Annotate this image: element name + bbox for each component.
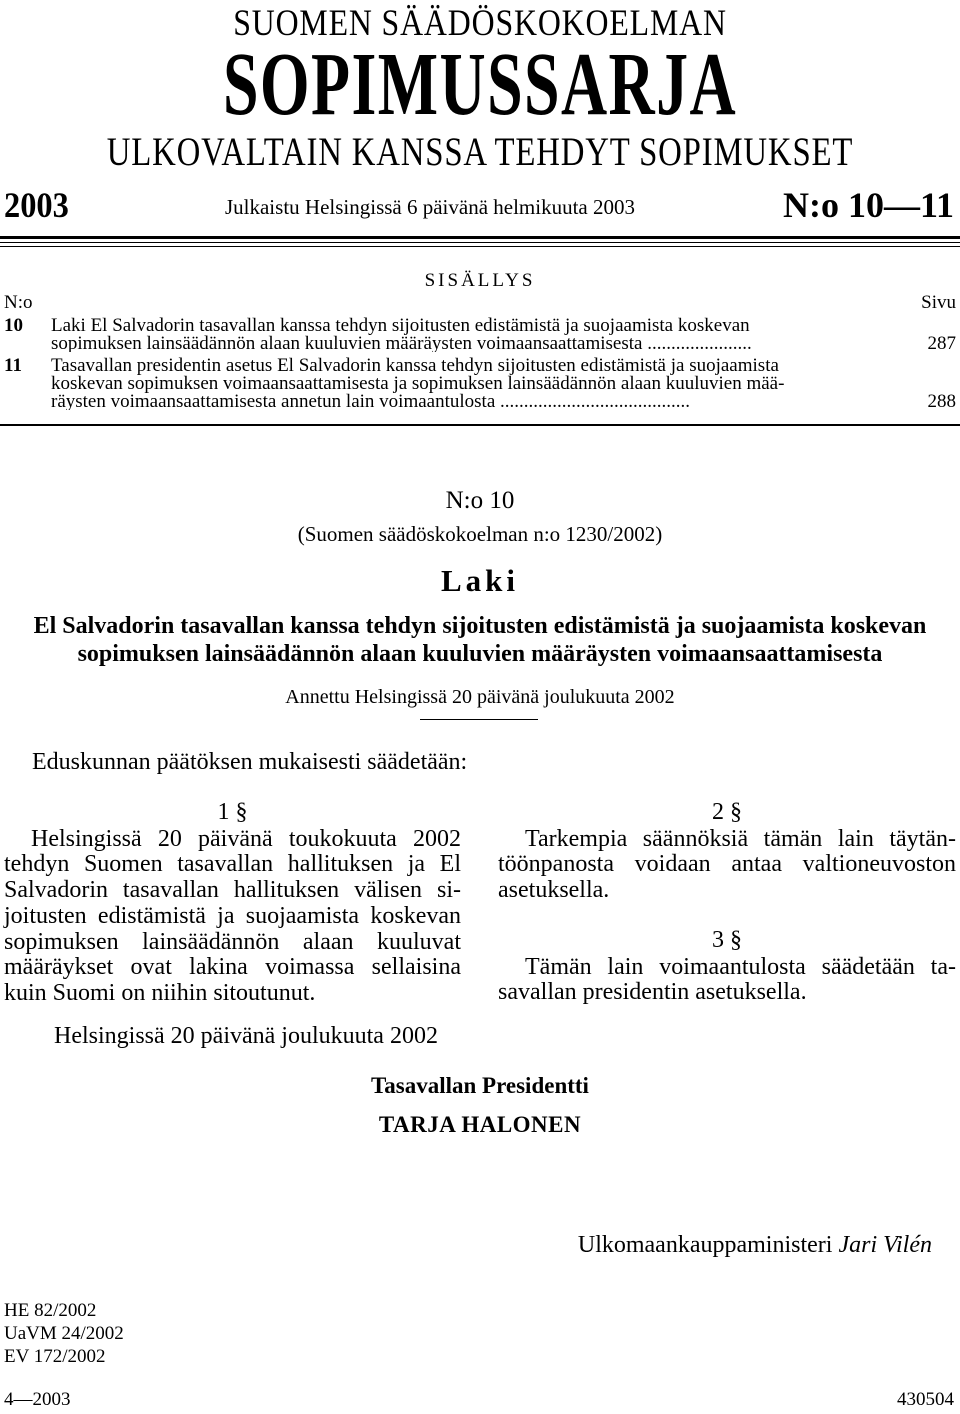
- masthead-rule-thick: [0, 236, 960, 239]
- section-2: [498, 800, 956, 904]
- reference-item: HE 82/2002: [4, 1300, 97, 1321]
- short-divider: [420, 719, 538, 720]
- law-type-heading: Laki: [440, 563, 520, 598]
- masthead-rule-thin-1: [0, 242, 960, 243]
- contents-entry-number: 11: [4, 355, 22, 376]
- contents-entry-line: Tasavallan presidentin asetus El Salvadorin kanssa tehdyn sijoitusten edistämistä ja suojaamista: [51, 355, 779, 376]
- section-heading: 2 §: [712, 799, 742, 825]
- section-line: Salvadorin tasavallan hallituksen välisen si-: [4, 877, 461, 904]
- signer-name: TARJA HALONEN: [378, 1112, 582, 1137]
- minister-name: Jari Vilén: [838, 1232, 932, 1258]
- reference-item: EV 172/2002: [4, 1346, 106, 1367]
- masthead-collection-name: SUOMEN SÄÄDÖSKOKOELMAN: [233, 3, 727, 44]
- contents-bottom-rule: [0, 424, 960, 426]
- section-line: Tämän lain voimaantulosta säädetään ta-: [525, 953, 956, 980]
- contents-entry[interactable]: [4, 317, 956, 353]
- masthead-subtitle: ULKOVALTAIN KANSSA TEHDYT SOPIMUKSET: [106, 129, 854, 174]
- signing-place-date: Helsingissä 20 päivänä joulukuuta 2002: [54, 1023, 438, 1049]
- document-references: [4, 1299, 124, 1368]
- contents-entry-line: Laki El Salvadorin tasavallan kanssa tehdyn sijoitusten edistämistä ja suojaamista koskevan: [51, 315, 750, 336]
- contents-entry-line: sopimuksen lainsäädännön alaan kuuluvien määräysten voimaansaattamisesta ......................: [51, 335, 752, 352]
- footer-issue: 4—2003: [4, 1389, 71, 1410]
- given-date: Annettu Helsingissä 20 päivänä joulukuuta 2002: [285, 686, 675, 708]
- section-line: tehdyn Suomen tasavallan hallituksen ja El: [4, 851, 461, 878]
- contents-entry-line: koskevan sopimuksen voimaansaattamisesta ja sopimuksen lainsäädännön alaan kuuluvien mää-: [51, 373, 785, 394]
- section-line: asetuksella.: [498, 877, 610, 904]
- contents-column-no: N:o: [4, 292, 33, 313]
- contents-column-page: Sivu: [921, 292, 956, 313]
- law-number: N:o 10: [445, 487, 515, 514]
- section-line: savallan presidentin asetuksella.: [498, 979, 807, 1006]
- section-heading: 3 §: [712, 927, 742, 953]
- contents-heading: SISÄLLYS: [424, 270, 536, 291]
- preamble: Eduskunnan päätöksen mukaisesti säädetään:: [32, 749, 468, 775]
- masthead-series-title: SOPIMUSSARJA: [222, 35, 738, 134]
- collection-reference: (Suomen säädöskokoelman n:o 1230/2002): [297, 522, 663, 546]
- contents-entry-page: 288: [927, 391, 956, 412]
- footer-code: 430504: [897, 1389, 954, 1410]
- section-1: [4, 800, 461, 1007]
- section-line: joitusten edistämistä ja suojaamista koskevan: [4, 902, 461, 929]
- section-line: määräykset ovat lakina voimassa sellaisina: [4, 954, 461, 981]
- section-3: [498, 928, 956, 1006]
- contents-entry-number: 10: [4, 315, 23, 336]
- law-title-line: sopimuksen lainsäädännön alaan kuuluvien määräysten voimaansaattamisesta: [77, 641, 883, 667]
- section-line: kuin Suomi on niihin sitoutunut.: [4, 979, 316, 1006]
- contents-entry[interactable]: [4, 357, 956, 411]
- section-heading: 1 §: [217, 799, 248, 825]
- issue-numbers: N:o 10—11: [783, 185, 954, 225]
- law-title: [0, 612, 960, 668]
- contents-entry-page: 287: [927, 333, 956, 354]
- issue-year: 2003: [4, 185, 69, 225]
- reference-item: UaVM 24/2002: [4, 1323, 124, 1344]
- masthead-rule-thin-2: [0, 246, 960, 247]
- section-line: töönpanosta voidaan antaa valtioneuvoston: [498, 851, 956, 878]
- minister-signature: [578, 1233, 932, 1259]
- section-text: [4, 827, 461, 1007]
- law-title-line: El Salvadorin tasavallan kanssa tehdyn sijoitusten edistämistä ja suojaamista koskevan: [33, 613, 927, 639]
- signer-title: Tasavallan Presidentti: [371, 1073, 589, 1098]
- section-line: sopimuksen lainsäädännön alaan kuuluvat: [4, 928, 461, 955]
- section-line: Tarkempia säännöksiä tämän lain täytän-: [525, 825, 956, 852]
- minister-title: Ulkomaankauppaministeri: [577, 1232, 833, 1258]
- section-line: Helsingissä 20 päivänä toukokuuta 2002: [31, 825, 461, 852]
- publication-date: Julkaistu Helsingissä 6 päivänä helmikuuta 2003: [224, 195, 636, 219]
- contents-entry-line: räysten voimaansaattamisesta annetun lain voimaantulosta ........................................: [51, 393, 691, 410]
